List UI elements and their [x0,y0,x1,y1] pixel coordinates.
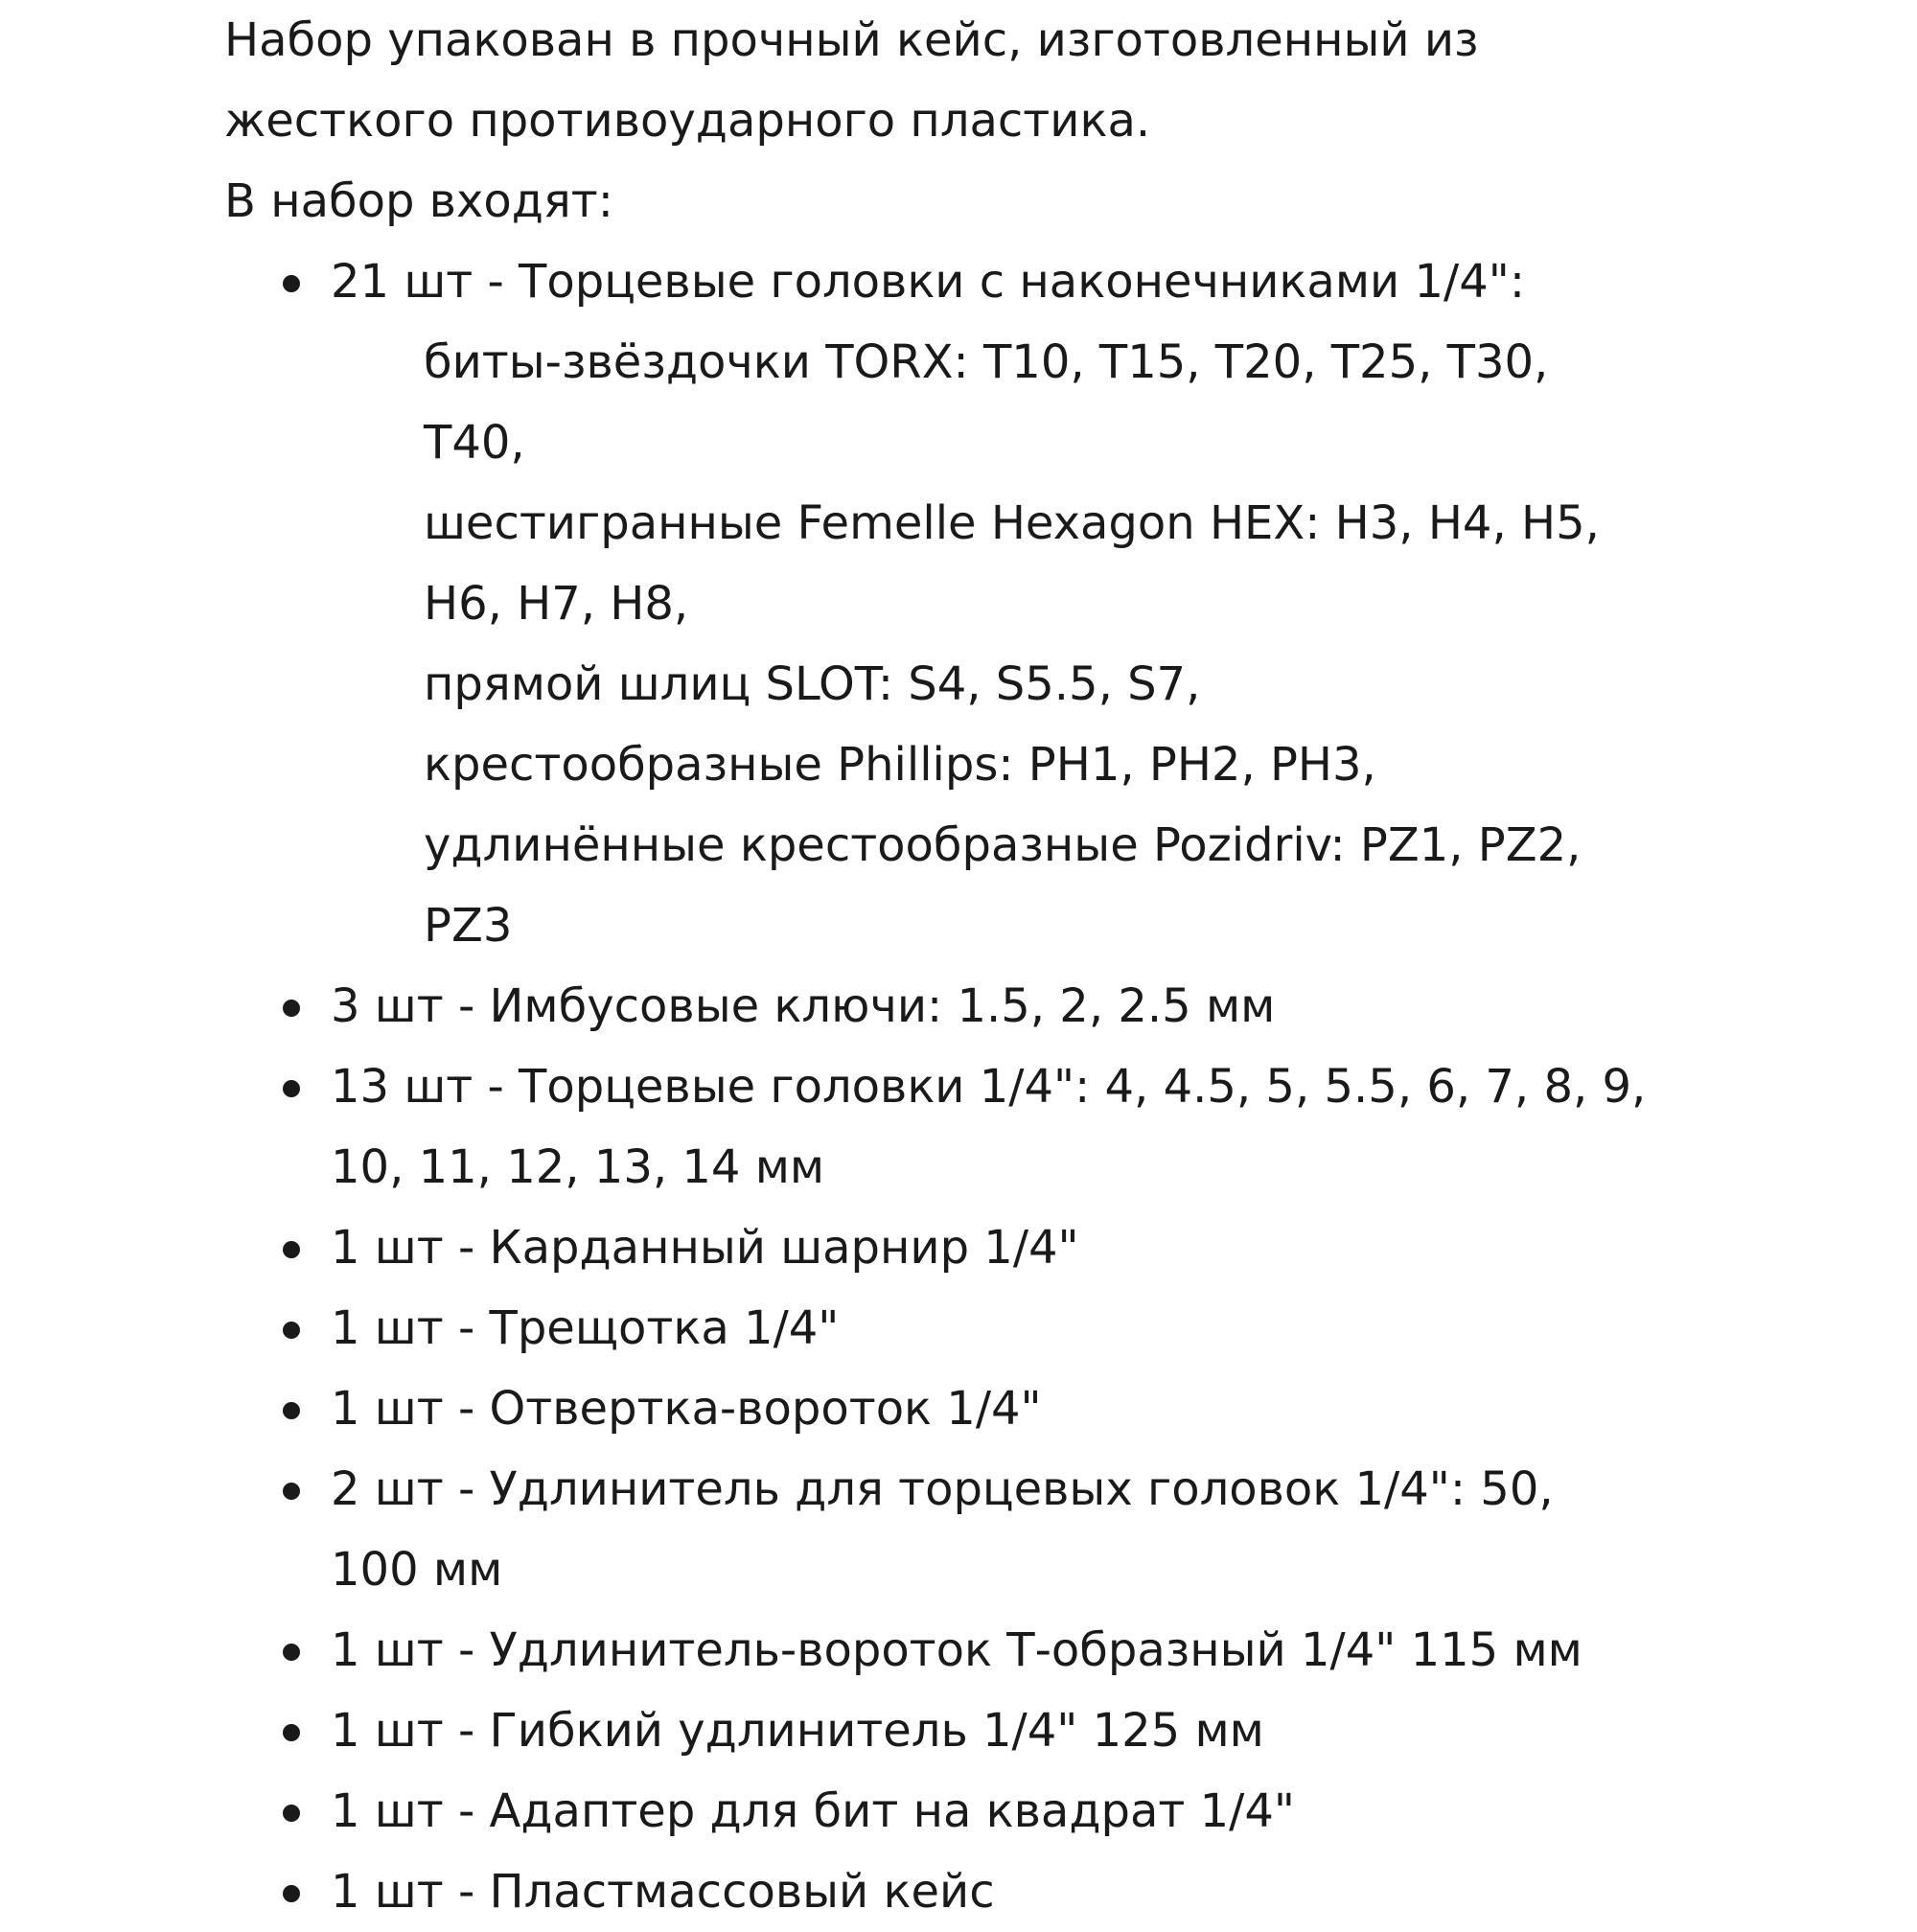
bullet-icon [283,1483,300,1500]
list-item-continuation: 10, 11, 12, 13, 14 мм [331,1140,825,1194]
list-subitem: PZ3 [424,899,513,953]
bullet-icon [283,275,300,292]
list-item: 1 шт - Адаптер для бит на квадрат 1/4" [331,1784,1295,1838]
bullet-icon [283,1644,300,1661]
list-subitem: биты-звёздочки TORX: T10, T15, T20, T25, T30, [424,335,1549,389]
bullet-icon [283,1885,300,1902]
list-item: 13 шт - Торцевые головки 1/4": 4, 4.5, 5, 5.5, 6, 7, 8, 9, [331,1060,1647,1114]
list-item-continuation: 100 мм [331,1543,503,1597]
bullet-icon [283,1322,300,1339]
list-subitem: прямой шлиц SLOT: S4, S5.5, S7, [424,657,1201,711]
bullet-icon [283,1080,300,1097]
intro-block [224,0,1854,249]
list-item: 21 шт - Торцевые головки с наконечниками 1/4": [331,255,1525,309]
bullet-icon [283,1402,300,1419]
list-item: 1 шт - Удлинитель-вороток Т-образный 1/4" 115 мм [331,1623,1582,1677]
list-item: 1 шт - Отвертка-вороток 1/4" [331,1382,1042,1436]
intro-line: жесткого противоударного пластика. [224,94,1151,148]
intro-line: Набор упакован в прочный кейс, изготовленный из [224,13,1479,67]
list-subitem: T40, [424,416,525,470]
list-subitem: шестигранные Femelle Hexagon HEX: H3, H4, H5, [424,496,1600,550]
list-item: 1 шт - Пластмассовый кейс [331,1865,995,1919]
list-item: 1 шт - Гибкий удлинитель 1/4" 125 мм [331,1704,1264,1758]
list-subitem: H6, H7, H8, [424,577,689,631]
list-item: 1 шт - Трещотка 1/4" [331,1301,840,1355]
list-item: 2 шт - Удлинитель для торцевых головок 1/4": 50, [331,1462,1554,1516]
list-subitem: крестообразные Phillips: PH1, PH2, PH3, [424,738,1376,792]
bullet-icon [283,1241,300,1258]
list-subitem: удлинённые крестообразные Pozidriv: PZ1, PZ2, [424,818,1582,872]
list-item: 3 шт - Имбусовые ключи: 1.5, 2, 2.5 мм [331,979,1276,1033]
bullet-icon [283,1724,300,1741]
bullet-icon [283,1000,300,1017]
bullet-icon [283,1805,300,1822]
intro-heading: В набор входят: [224,174,613,228]
list-item: 1 шт - Карданный шарнир 1/4" [331,1221,1079,1275]
